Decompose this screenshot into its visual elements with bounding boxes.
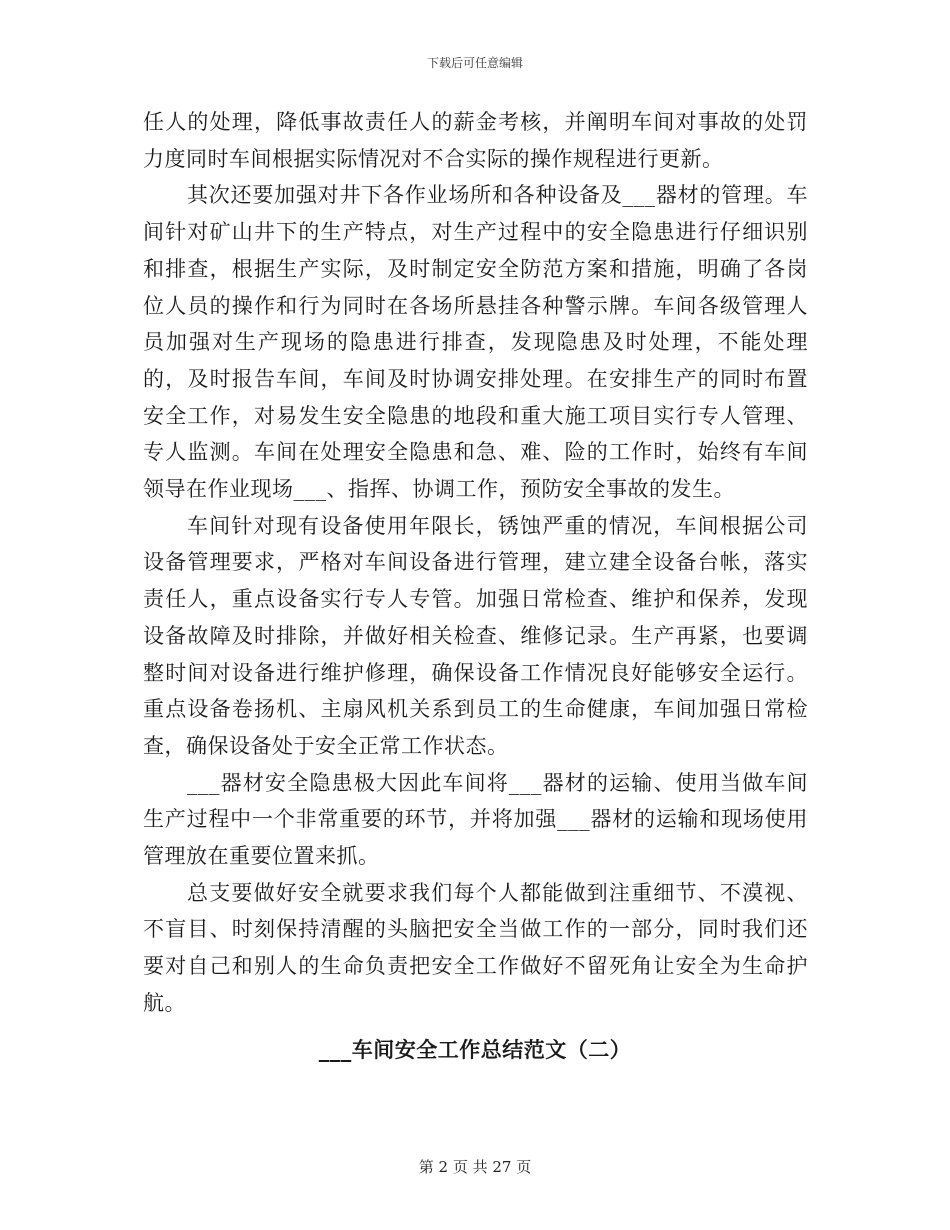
paragraph: ___器材安全隐患极大因此车间将___器材的运输、使用当做车间生产过程中一个非常重要的环节，并将加强___器材的运输和现场使用管理放在重要位置来抓。 <box>143 770 808 869</box>
page-footer: 第 2 页 共 27 页 <box>418 1158 532 1176</box>
paragraph-continuation: 任人的处理，降低事故责任人的薪金考核，并阐明车间对事故的处罚力度同时车间根据实际情况对不合实际的操作规程进行更新。 <box>143 110 808 171</box>
section-title: ___车间安全工作总结范文（二） <box>318 1038 632 1062</box>
paragraph: 总支要做好安全就要求我们每个人都能做到注重细节、不漠视、不盲目、时刻保持清醒的头脑把安全当做工作的一部分，同时我们还要对自己和别人的生命负责把安全工作做好不留死角让安全为生命护航。 <box>143 880 808 1015</box>
paragraph: 车间针对现有设备使用年限长，锈蚀严重的情况，车间根据公司设备管理要求，严格对车间设备进行管理，建立建全设备台帐，落实责任人，重点设备实行专人专管。加强日常检查、维护和保养，发现设备故障及时排除，并做好相关检查、维修记录。生产再紧，也要调整时间对设备进行维护修理，确保设备工作情况良好能够安全运行。重点设备卷扬机、主扇风机关系到员工的生命健康，车间加强日常检查，确保设备处于安全正常工作状态。 <box>143 513 808 758</box>
document-body <box>143 104 808 1022</box>
paragraph: 其次还要加强对井下各作业场所和各种设备及___器材的管理。车间针对矿山井下的生产特点，对生产过程中的安全隐患进行仔细识别和排查，根据生产实际，及时制定安全防范方案和措施，明确了各岗位人员的操作和行为同时在各场所悬挂各种警示牌。车间各级管理人员加强对生产现场的隐患进行排查，发现隐患及时处理，不能处理的，及时报告车间，车间及时协调安排处理。在安排生产的同时布置安全工作，对易发生安全隐患的地段和重大施工项目实行专人管理、专人监测。车间在处理安全隐患和急、难、险的工作时，始终有车间领导在作业现场___、指挥、协调工作，预防安全事故的发生。 <box>143 183 808 502</box>
page-header: 下载后可任意编辑 <box>426 56 523 70</box>
